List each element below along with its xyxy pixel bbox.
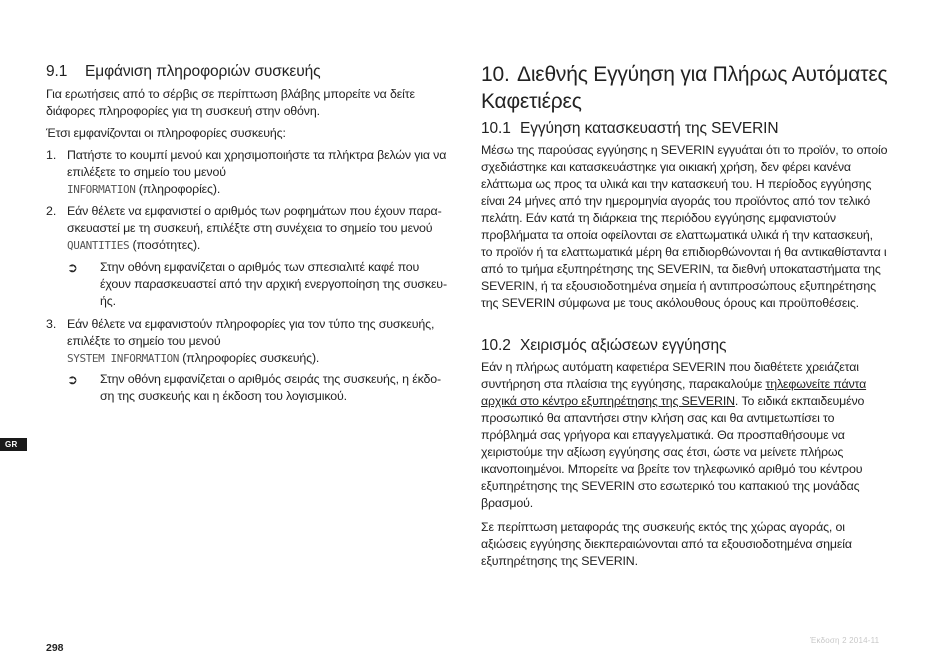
section-number: 10.2 bbox=[481, 337, 511, 354]
text-line: (ποσότητες). bbox=[129, 238, 201, 252]
intro-paragraph bbox=[46, 86, 415, 120]
text-line: εξυπηρέτησης της SEVERIN. bbox=[481, 554, 638, 568]
page-number: 298 bbox=[46, 642, 64, 654]
text-line: Εάν θέλετε να εμφανιστούν πληροφορίες για τον τύπο της συσκευής, bbox=[67, 317, 435, 331]
text-line: Πατήστε το κουμπί μενού και χρησιμοποιήστε τα πλήκτρα βελών για να bbox=[67, 148, 447, 162]
section-10-1-heading bbox=[481, 120, 778, 138]
section-10-1-body bbox=[481, 142, 901, 312]
text-line: (πληροφορίες). bbox=[135, 182, 221, 196]
section-9-1-heading bbox=[46, 63, 321, 81]
section-number: 10.1 bbox=[481, 120, 511, 137]
text-line: βρασμού. bbox=[481, 496, 534, 510]
text-line: επιλέξτε το σημείο του μενού bbox=[67, 334, 221, 348]
text-line: Για ερωτήσεις από το σέρβις σε περίπτωση βλάβης μπορείτε να δείτε bbox=[46, 87, 415, 101]
text-line: Στην οθόνη εμφανίζεται ο αριθμός σειράς της συσκευής, η έκδο- bbox=[100, 372, 441, 386]
text-line: επιλέξετε το σημείο του μενού bbox=[67, 165, 226, 179]
text-line: . Το ειδικά εκπαιδευμένο bbox=[734, 394, 865, 408]
text-line: ελάττωμα ως προς τα υλικά και την κατασκευή του. Η περίοδος εγγύησης bbox=[481, 177, 872, 191]
section-10-2-heading bbox=[481, 337, 726, 355]
section-10-2-body bbox=[481, 359, 901, 512]
text-line: SEVERIN, ή τα εξουσιοδοτημένα σημεία ή αντιπροσώπους εξυπηρέτησης bbox=[481, 279, 876, 293]
text-line: προβλήματα τα οποία οφείλονται σε ελαττωματικά υλικά ή την κατασκευή, bbox=[481, 228, 873, 242]
step-3-text bbox=[67, 316, 452, 367]
result-arrow-icon: ➲ bbox=[67, 372, 78, 387]
text-line: Μέσω της παρούσας εγγύησης η SEVERIN εγγυάται ότι το προϊόν, το οποίο bbox=[481, 143, 888, 157]
text-line: προσωπικό θα απαντήσει στην κλήση σας και θα αντιμετωπίσει το bbox=[481, 411, 835, 425]
text-line: εξυπηρέτησης της SEVERIN στο εσωτερικό του καπακιού της μονάδας bbox=[481, 479, 860, 493]
result-arrow-icon: ➲ bbox=[67, 260, 78, 275]
text-line: το προϊόν ή τα ελαττωματικά μέρη θα επιδιορθώνονται ή θα αντικαθίσταντα ι bbox=[481, 245, 887, 259]
text-line: συντήρηση στα πλαίσια της εγγύησης, παρακαλούμε bbox=[481, 377, 766, 391]
text-line: Σε περίπτωση μεταφοράς της συσκευής εκτός της χώρας αγοράς, οι bbox=[481, 520, 845, 534]
section-title: Εμφάνιση πληροφοριών συσκευής bbox=[85, 63, 321, 80]
section-title: Εγγύηση κατασκευαστή της SEVERIN bbox=[520, 120, 779, 137]
step-3-result bbox=[100, 371, 450, 405]
text-line: έχουν παρασκευαστεί από την αρχική ενεργοποίηση της συσκευ- bbox=[100, 277, 447, 291]
text-line: πρόβλημά σας γρήγορα και επαγγελματικά. Θα προσπαθήσουμε να bbox=[481, 428, 845, 442]
step-2-result bbox=[100, 259, 450, 310]
intro-paragraph-2: Έτσι εμφανίζονται οι πληροφορίες συσκευής: bbox=[46, 126, 286, 140]
chapter-number: 10. bbox=[481, 63, 510, 86]
text-line: Εάν θέλετε να εμφανιστεί ο αριθμός των ροφημάτων που έχουν παρα- bbox=[67, 204, 442, 218]
language-tab: GR bbox=[0, 438, 27, 451]
text-line: διάφορες πληροφορίες για τη συσκευή στην οθόνη. bbox=[46, 104, 320, 118]
text-line: Εάν η πλήρως αυτόματη καφετιέρα SEVERIN που διαθέτετε χρειάζεται bbox=[481, 360, 859, 374]
step-number: 2. bbox=[46, 204, 57, 218]
text-line: ικανοποιημένοι. Μπορείτε να βρείτε τον τηλεφωνικό αριθμό του κέντρου bbox=[481, 462, 863, 476]
step-number: 3. bbox=[46, 317, 57, 331]
section-number: 9.1 bbox=[46, 63, 68, 80]
underlined-text: τηλεφωνείτε πάντα bbox=[765, 377, 867, 391]
menu-code: SYSTEM INFORMATION bbox=[67, 352, 180, 365]
text-line: της SEVERIN σύμφωνα με τους ακόλουθους όρους και προϋποθέσεις. bbox=[481, 296, 859, 310]
step-1-text bbox=[67, 147, 452, 198]
text-line: ής. bbox=[100, 294, 116, 308]
underlined-text: αρχικά στο κέντρο εξυπηρέτησης της SEVERIN bbox=[481, 394, 735, 408]
text-line: (πληροφορίες συσκευής). bbox=[179, 351, 320, 365]
text-line: χειριστούμε την αξίωση εγγύησης σας έτσι, ώστε να μείνετε πλήρως bbox=[481, 445, 844, 459]
chapter-title: Καφετιέρες bbox=[481, 90, 582, 113]
text-line: ση της συσκευής και η έκδοση του λογισμικού. bbox=[100, 389, 347, 403]
chapter-title: Διεθνής Εγγύηση για Πλήρως Αυτόματες bbox=[517, 63, 888, 86]
text-line: σκευαστεί με τη συσκευή, επιλέξτε στη συνέχεια το σημείο του μενού bbox=[67, 221, 433, 235]
step-2-text bbox=[67, 203, 452, 254]
step-number: 1. bbox=[46, 148, 57, 162]
chapter-10-heading bbox=[481, 61, 901, 115]
text-line: Στην οθόνη εμφανίζεται ο αριθμός των σπεσιαλιτέ καφέ που bbox=[100, 260, 420, 274]
text-line: είναι 24 μήνες από την ημερομηνία αγοράς του προϊόντος από τον τελικό bbox=[481, 194, 871, 208]
text-line: πελάτη. Εάν κατά τη διάρκεια της περιόδου εγγύησης εμφανιστούν bbox=[481, 211, 836, 225]
text-line: σχεδιάστηκε και κατασκευάστηκε για οικιακή χρήση, δεν φέρει κανένα bbox=[481, 160, 851, 174]
text-line: από το τμήμα εξυπηρέτησης της SEVERIN, τα διεθνή υποκαταστήματα της bbox=[481, 262, 881, 276]
version-footer: Έκδοση 2 2014-11 bbox=[810, 636, 880, 645]
section-title: Χειρισμός αξιώσεων εγγύησης bbox=[520, 337, 727, 354]
section-10-2-paragraph-2 bbox=[481, 519, 901, 570]
text-line: αξιώσεις εγγύησης διεκπεραιώνονται από τα εξουσιοδοτημένα σημεία bbox=[481, 537, 852, 551]
menu-code: INFORMATION bbox=[67, 183, 136, 196]
menu-code: QUANTITIES bbox=[67, 239, 130, 252]
